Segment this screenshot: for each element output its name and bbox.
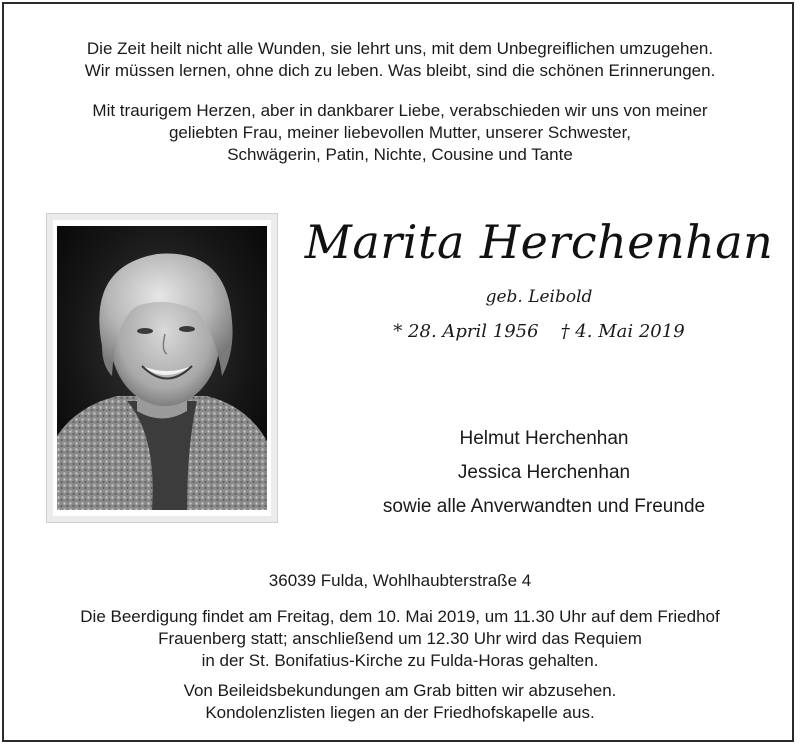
- notice-line: Kondolenzlisten liegen an der Friedhofskapelle aus.: [205, 703, 595, 722]
- quote-block: [4, 38, 796, 82]
- intro-line: Mit traurigem Herzen, aber in dankbarer Liebe, verabschieden wir uns von meiner: [92, 101, 708, 120]
- maiden-name: geb. Leibold: [485, 287, 593, 307]
- portrait-photo: [57, 226, 267, 510]
- funeral-line: Die Beerdigung findet am Freitag, dem 10. Mai 2019, um 11.30 Uhr auf dem Friedhof: [80, 607, 720, 626]
- quote-line: Die Zeit heilt nicht alle Wunden, sie lehrt uns, mit dem Unbegreiflichen umzugehen.: [86, 39, 714, 58]
- intro-line: geliebten Frau, meiner liebevollen Mutter, unserer Schwester,: [168, 123, 632, 142]
- obituary-frame: [2, 2, 794, 742]
- notice-line: Von Beileidsbekundungen am Grab bitten wir abzusehen.: [183, 681, 617, 700]
- mourners-block: [304, 422, 784, 524]
- birth-date: * 28. April 1956: [393, 321, 539, 342]
- death-date: † 4. Mai 2019: [560, 321, 685, 342]
- intro-line: Schwägerin, Patin, Nichte, Cousine und Tante: [227, 145, 573, 164]
- life-dates: [304, 320, 774, 344]
- mourner-line: Helmut Herchenhan: [459, 428, 629, 449]
- funeral-line: Frauenberg statt; anschließend um 12.30 Uhr wird das Requiem: [158, 629, 642, 648]
- intro-block: [4, 100, 796, 166]
- address: [4, 570, 796, 592]
- deceased-name: Marita Herchenhan: [304, 215, 774, 269]
- quote-line: Wir müssen lernen, ohne dich zu leben. Was bleibt, sind die schönen Erinnerungen.: [84, 61, 716, 80]
- address-line: 36039 Fulda, Wohlhaubterstraße 4: [268, 571, 532, 590]
- funeral-line: in der St. Bonifatius-Kirche zu Fulda-Horas gehalten.: [201, 651, 599, 670]
- notice-block: [4, 680, 796, 724]
- funeral-block: [4, 606, 796, 672]
- mourner-line: Jessica Herchenhan: [457, 462, 631, 483]
- portrait-frame: [46, 213, 278, 523]
- portrait-illustration: [57, 226, 267, 510]
- mourner-line: sowie alle Anverwandten und Freunde: [382, 496, 706, 517]
